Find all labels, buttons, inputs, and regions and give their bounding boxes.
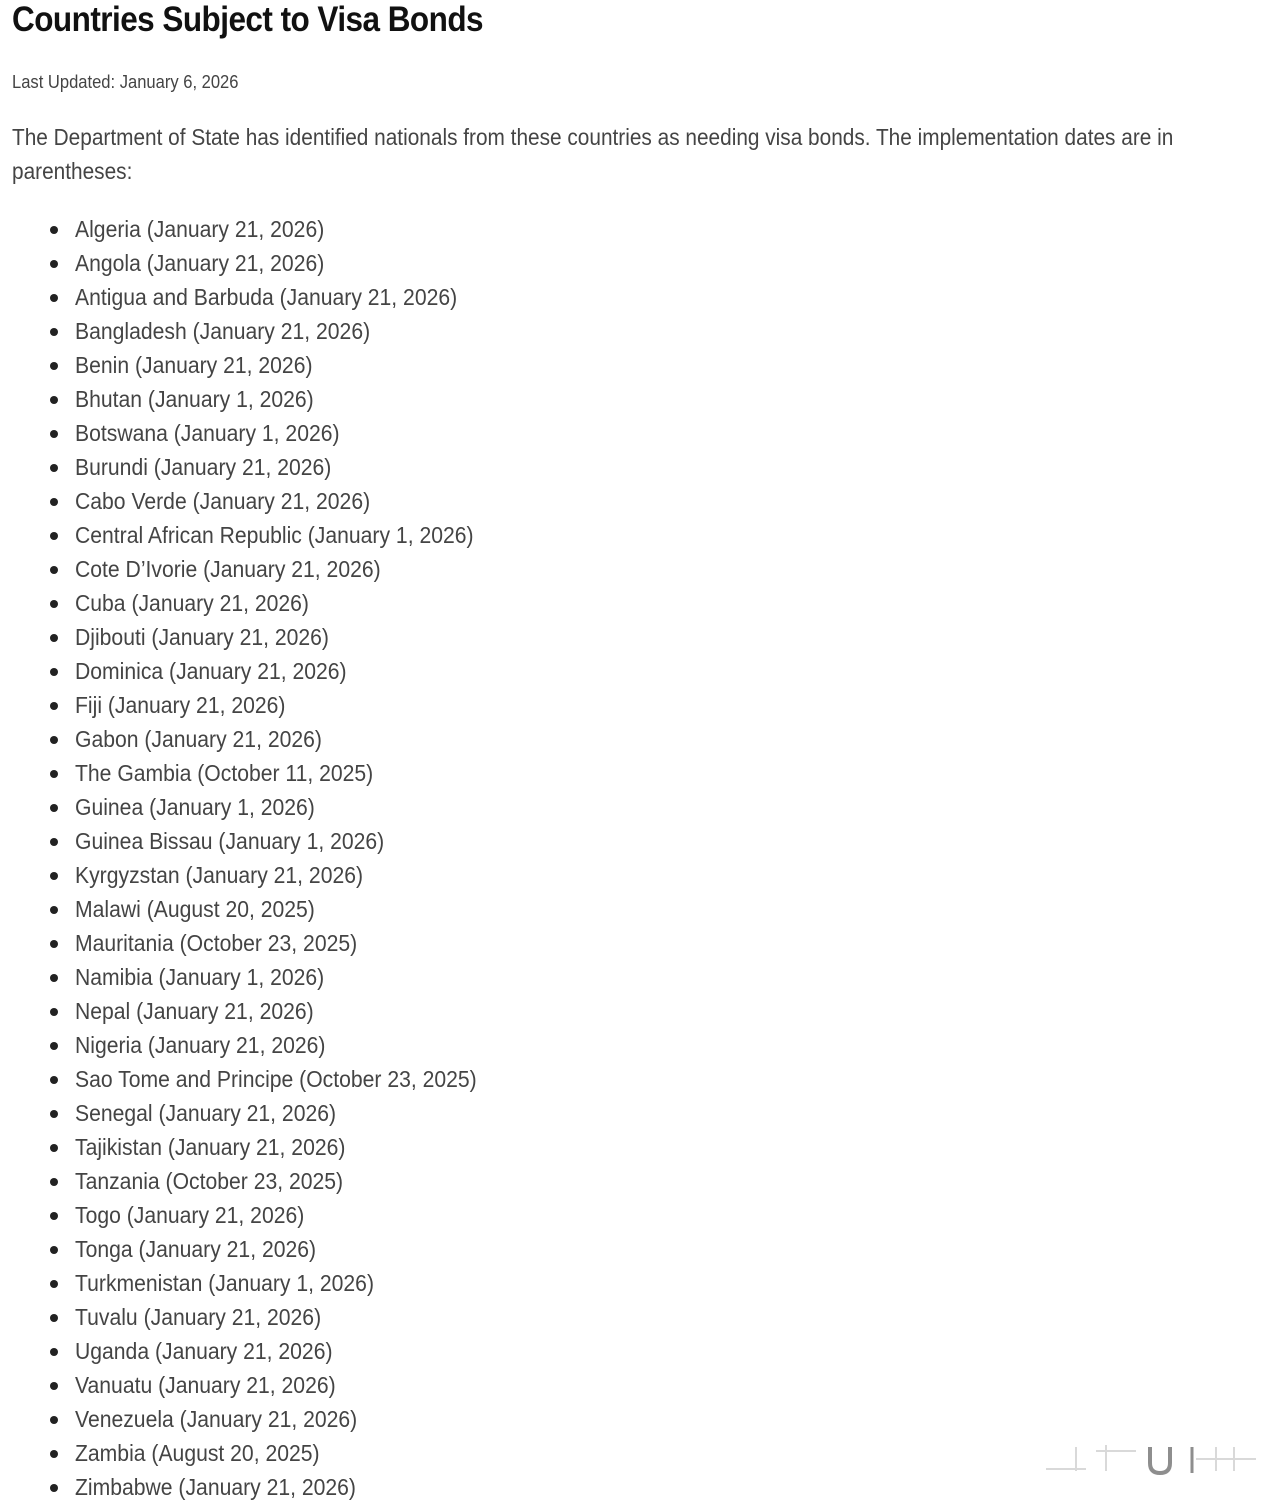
disc-bullet-icon: [50, 838, 58, 846]
country-entry: Antigua and Barbuda (January 21, 2026): [75, 284, 458, 310]
list-item: [75, 926, 521, 960]
disc-bullet-icon: [50, 260, 58, 268]
disc-bullet-icon: [50, 804, 58, 812]
disc-bullet-icon: [50, 1178, 58, 1186]
country-entry: Guinea Bissau (January 1, 2026): [75, 828, 385, 854]
country-entry: Senegal (January 21, 2026): [75, 1100, 337, 1126]
last-updated: Last Updated: January 6, 2026: [12, 72, 239, 92]
country-entry: Malawi (August 20, 2025): [75, 896, 315, 922]
disc-bullet-icon: [50, 1450, 58, 1458]
country-entry: Uganda (January 21, 2026): [75, 1338, 333, 1364]
disc-bullet-icon: [50, 974, 58, 982]
country-entry: Sao Tome and Principe (October 23, 2025): [75, 1066, 477, 1092]
country-entry: Djibouti (January 21, 2026): [75, 624, 329, 650]
country-list: [12, 212, 521, 1504]
country-entry: Tuvalu (January 21, 2026): [75, 1304, 322, 1330]
list-item: [75, 1164, 521, 1198]
country-entry: Nigeria (January 21, 2026): [75, 1032, 326, 1058]
list-item: [75, 858, 521, 892]
disc-bullet-icon: [50, 1382, 58, 1390]
country-entry: Cuba (January 21, 2026): [75, 590, 309, 616]
country-entry: Cote D’Ivorie (January 21, 2026): [75, 556, 381, 582]
list-item: [75, 348, 521, 382]
disc-bullet-icon: [50, 736, 58, 744]
list-item: [75, 1470, 521, 1504]
list-item: [75, 212, 521, 246]
disc-bullet-icon: [50, 1348, 58, 1356]
disc-bullet-icon: [50, 532, 58, 540]
disc-bullet-icon: [50, 872, 58, 880]
watermark-logo: [1046, 1441, 1256, 1477]
list-item: [75, 824, 521, 858]
list-item: [75, 416, 521, 450]
disc-bullet-icon: [50, 1484, 58, 1492]
disc-bullet-icon: [50, 770, 58, 778]
disc-bullet-icon: [50, 1416, 58, 1424]
disc-bullet-icon: [50, 1110, 58, 1118]
country-entry: Bangladesh (January 21, 2026): [75, 318, 371, 344]
list-item: [75, 280, 521, 314]
disc-bullet-icon: [50, 940, 58, 948]
list-item: [75, 1130, 521, 1164]
disc-bullet-icon: [50, 906, 58, 914]
list-item: [75, 654, 521, 688]
country-entry: Togo (January 21, 2026): [75, 1202, 305, 1228]
country-entry: Bhutan (January 1, 2026): [75, 386, 314, 412]
list-item: [75, 620, 521, 654]
disc-bullet-icon: [50, 566, 58, 574]
list-item: [75, 1402, 521, 1436]
list-item: [75, 1232, 521, 1266]
list-item: [75, 688, 521, 722]
disc-bullet-icon: [50, 1314, 58, 1322]
country-entry: Guinea (January 1, 2026): [75, 794, 315, 820]
intro-text: The Department of State has identified nationals from these countries as needing visa bonds. The implementation dates are in parentheses:: [12, 124, 1174, 184]
list-item: [75, 1028, 521, 1062]
country-entry: Mauritania (October 23, 2025): [75, 930, 358, 956]
list-item: [75, 994, 521, 1028]
disc-bullet-icon: [50, 1280, 58, 1288]
country-entry: Central African Republic (January 1, 2026): [75, 522, 474, 548]
list-item: [75, 246, 521, 280]
list-item: [75, 1300, 521, 1334]
disc-bullet-icon: [50, 668, 58, 676]
country-entry: Zimbabwe (January 21, 2026): [75, 1474, 356, 1500]
disc-bullet-icon: [50, 498, 58, 506]
list-item: [75, 552, 521, 586]
country-entry: Botswana (January 1, 2026): [75, 420, 340, 446]
list-item: [75, 1266, 521, 1300]
country-entry: Burundi (January 21, 2026): [75, 454, 332, 480]
disc-bullet-icon: [50, 1042, 58, 1050]
country-entry: Zambia (August 20, 2025): [75, 1440, 320, 1466]
list-item: [75, 722, 521, 756]
country-entry: Cabo Verde (January 21, 2026): [75, 488, 371, 514]
page-title: Countries Subject to Visa Bonds: [12, 0, 484, 39]
list-item: [75, 790, 521, 824]
country-entry: Tanzania (October 23, 2025): [75, 1168, 344, 1194]
country-entry: Vanuatu (January 21, 2026): [75, 1372, 336, 1398]
country-entry: Fiji (January 21, 2026): [75, 692, 286, 718]
intro-paragraph: [12, 120, 1274, 188]
disc-bullet-icon: [50, 362, 58, 370]
disc-bullet-icon: [50, 430, 58, 438]
country-entry: Kyrgyzstan (January 21, 2026): [75, 862, 364, 888]
country-entry: Namibia (January 1, 2026): [75, 964, 325, 990]
list-item: [75, 1062, 521, 1096]
country-entry: Angola (January 21, 2026): [75, 250, 325, 276]
list-item: [75, 382, 521, 416]
list-item: [75, 1436, 521, 1470]
disc-bullet-icon: [50, 464, 58, 472]
disc-bullet-icon: [50, 226, 58, 234]
list-item: [75, 1198, 521, 1232]
country-entry: Dominica (January 21, 2026): [75, 658, 347, 684]
country-entry: The Gambia (October 11, 2025): [75, 760, 374, 786]
list-item: [75, 756, 521, 790]
disc-bullet-icon: [50, 1076, 58, 1084]
list-item: [75, 586, 521, 620]
country-entry: Turkmenistan (January 1, 2026): [75, 1270, 374, 1296]
country-entry: Benin (January 21, 2026): [75, 352, 313, 378]
list-item: [75, 892, 521, 926]
disc-bullet-icon: [50, 1144, 58, 1152]
list-item: [75, 1096, 521, 1130]
disc-bullet-icon: [50, 634, 58, 642]
disc-bullet-icon: [50, 1246, 58, 1254]
list-item: [75, 518, 521, 552]
list-item: [75, 484, 521, 518]
list-item: [75, 1368, 521, 1402]
country-entry: Venezuela (January 21, 2026): [75, 1406, 358, 1432]
disc-bullet-icon: [50, 1212, 58, 1220]
country-entry: Nepal (January 21, 2026): [75, 998, 314, 1024]
country-entry: Tonga (January 21, 2026): [75, 1236, 317, 1262]
disc-bullet-icon: [50, 1008, 58, 1016]
country-entry: Tajikistan (January 21, 2026): [75, 1134, 346, 1160]
list-item: [75, 960, 521, 994]
disc-bullet-icon: [50, 702, 58, 710]
list-item: [75, 314, 521, 348]
disc-bullet-icon: [50, 396, 58, 404]
country-entry: Gabon (January 21, 2026): [75, 726, 322, 752]
list-item: [75, 1334, 521, 1368]
list-item: [75, 450, 521, 484]
disc-bullet-icon: [50, 294, 58, 302]
disc-bullet-icon: [50, 600, 58, 608]
country-entry: Algeria (January 21, 2026): [75, 216, 325, 242]
disc-bullet-icon: [50, 328, 58, 336]
